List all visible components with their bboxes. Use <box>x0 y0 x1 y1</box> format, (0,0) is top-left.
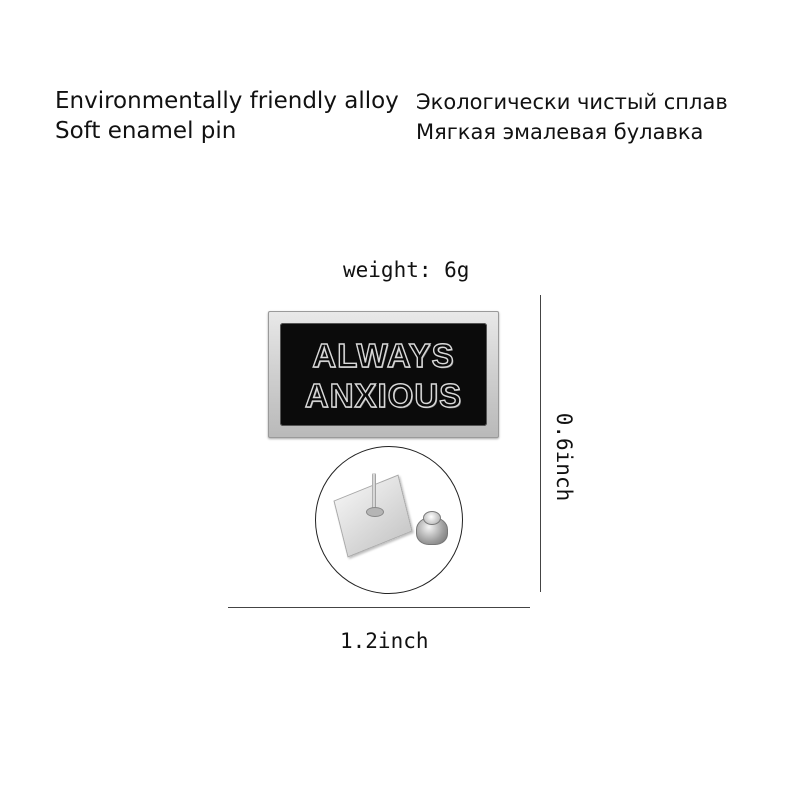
height-dimension-line <box>540 295 541 592</box>
butterfly-clutch-cap <box>423 511 441 525</box>
height-dimension-label: 0.6inch <box>552 412 576 502</box>
pin-text-line-1: ALWAYS <box>312 337 455 374</box>
feature-en-alloy: Environmentally friendly alloy <box>55 88 399 114</box>
pin-post-base <box>366 507 384 517</box>
width-dimension-line <box>228 607 530 608</box>
feature-ru-alloy: Экологически чистый сплав <box>416 90 728 114</box>
weight-label: weight: 6g <box>343 258 470 282</box>
pin-text-line-2: ANXIOUS <box>304 377 463 414</box>
feature-en-enamel: Soft enamel pin <box>55 118 237 144</box>
feature-ru-enamel: Мягкая эмалевая булавка <box>416 120 704 144</box>
pin-enamel-face <box>280 323 487 426</box>
pin-back-inset <box>315 446 463 594</box>
enamel-pin-front <box>268 311 499 438</box>
width-dimension-label: 1.2inch <box>340 629 429 653</box>
